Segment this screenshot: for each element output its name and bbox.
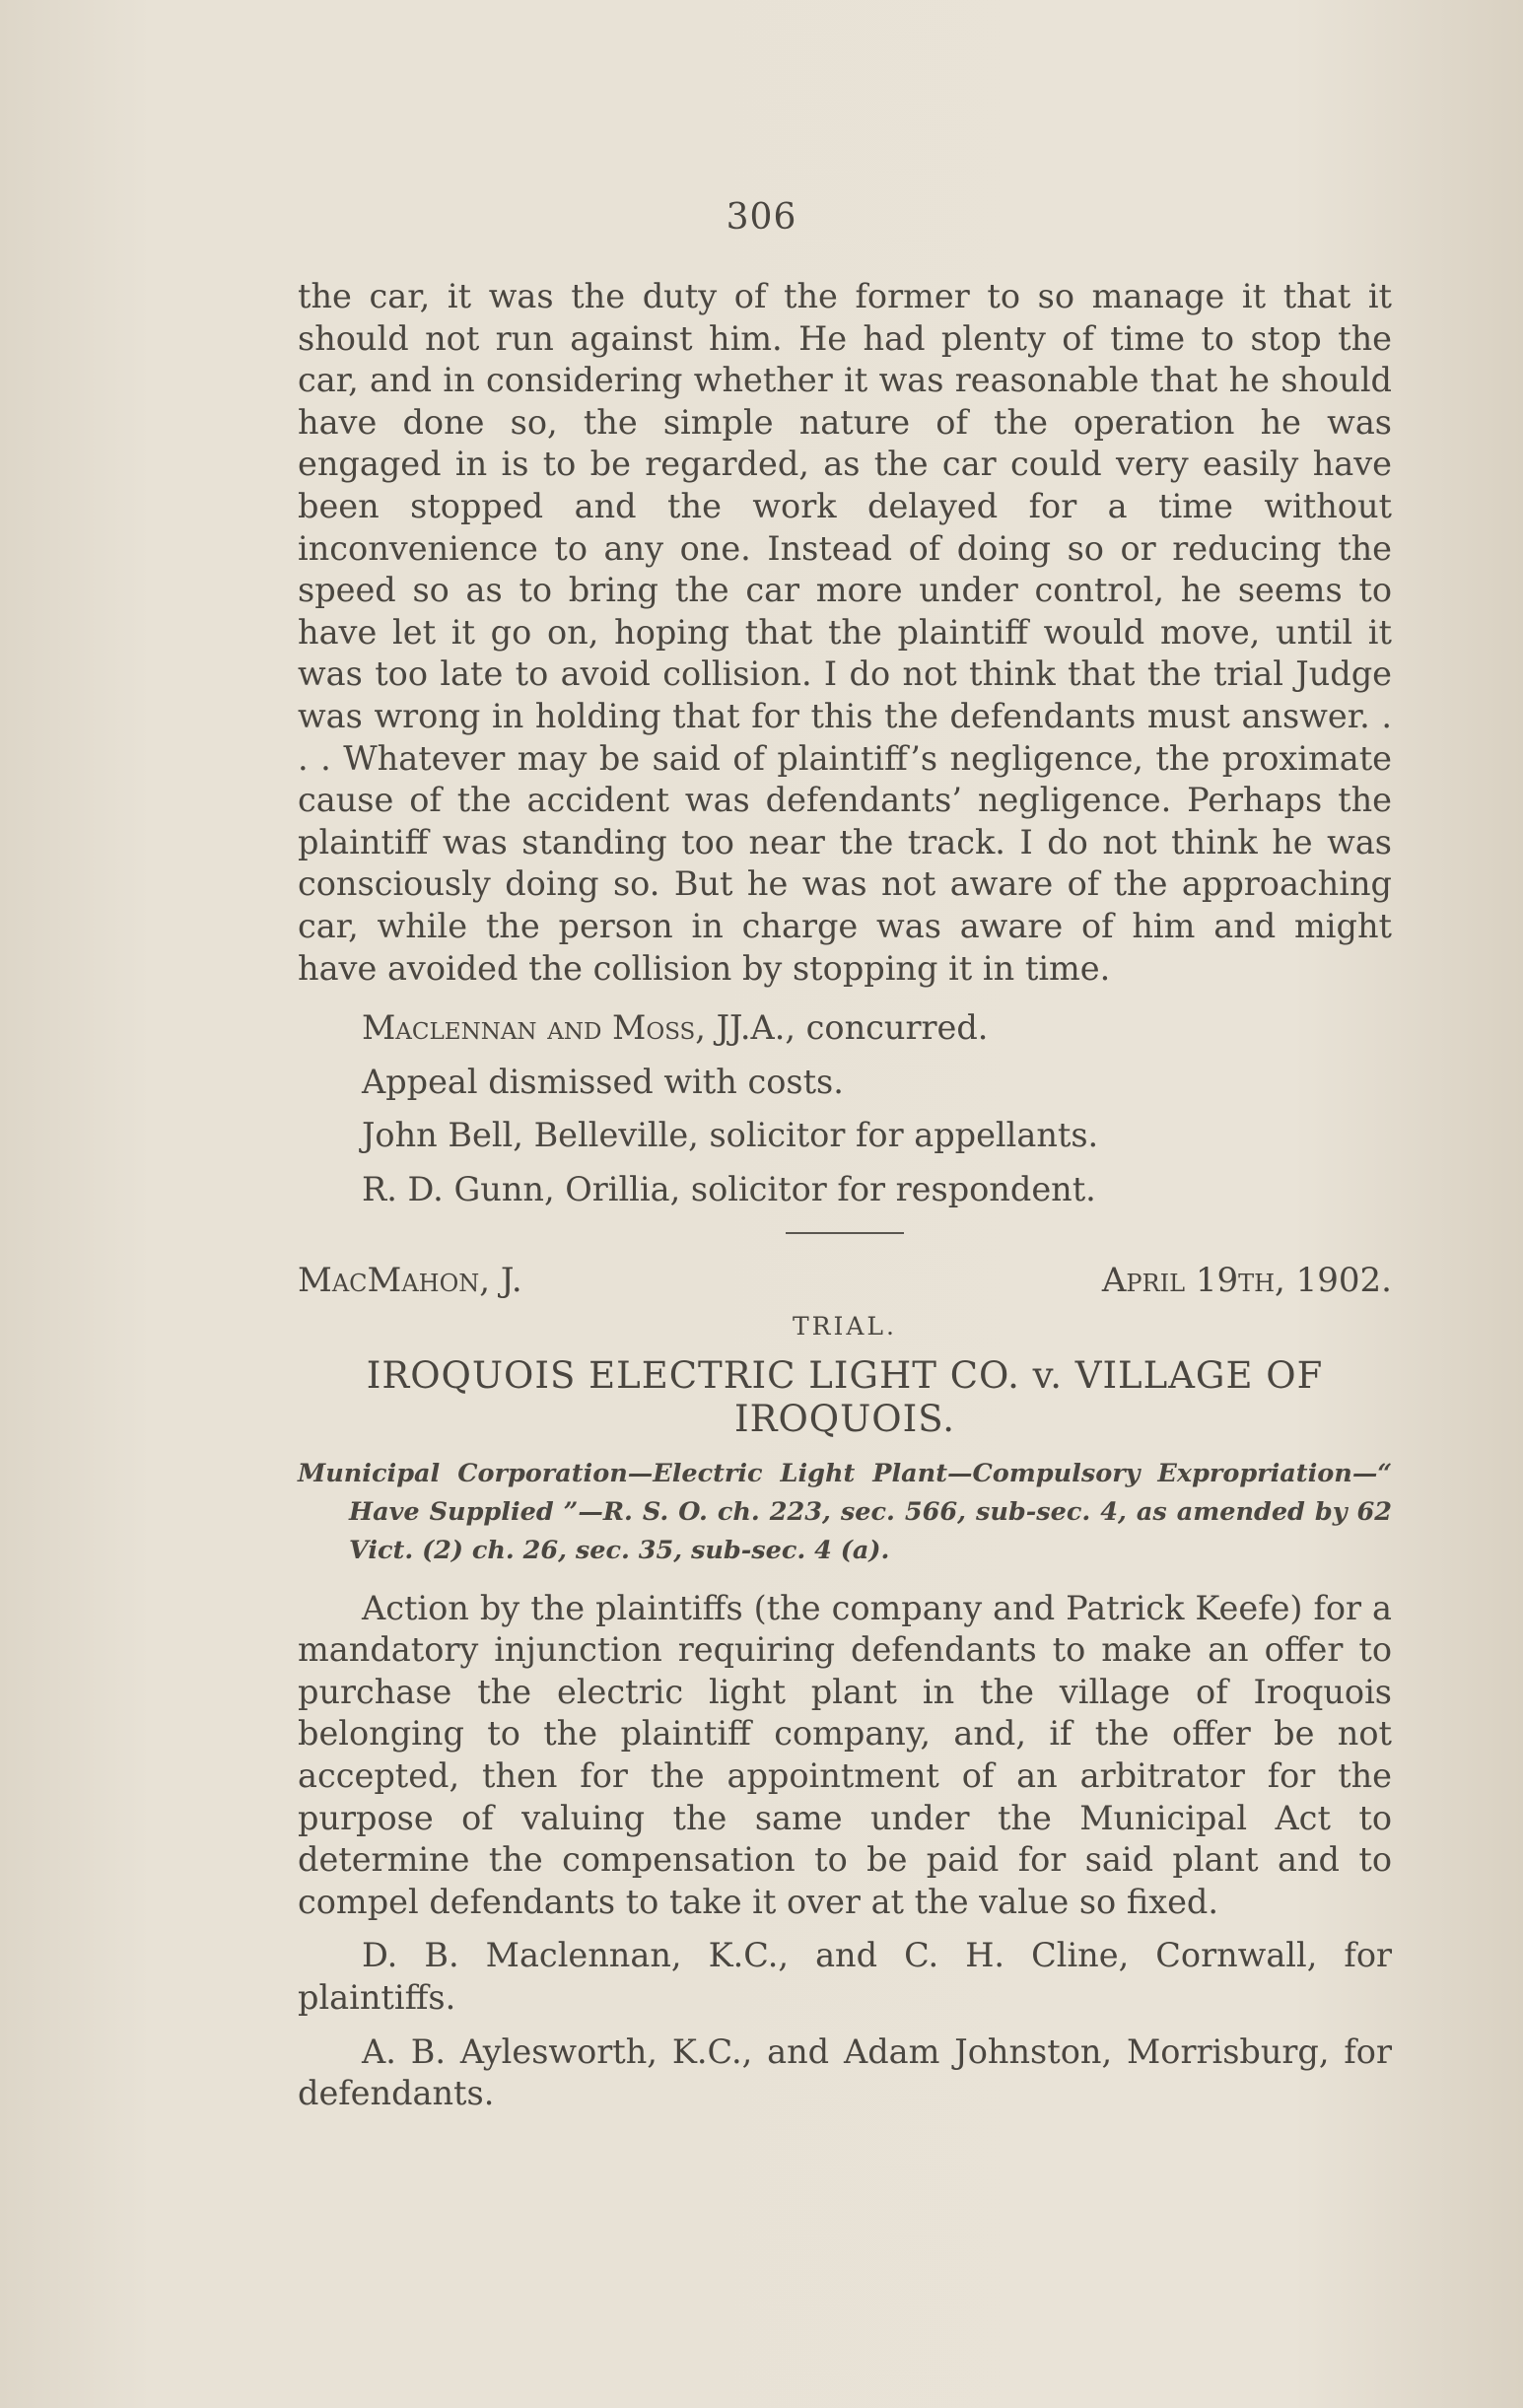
action-paragraph: Action by the plaintiffs (the company and Patrick Keefe) for a mandatory injunction requiring defendants to make an offer to purchase the electric light plant in the village of Iroquois belonging to the plaintiff company, and, if the offer be not accepted, then for the appointment of an arbitrator for the purpose of valuing the same under the Municipal Act to determine the compensation to be paid for said plant and to compel defendants to take it over at the value so fixed. [298, 1588, 1392, 1921]
decision-date: April 19th, 1902. [1101, 1261, 1392, 1301]
concurring-judges: Maclennan and Moss, JJ.A., [362, 1008, 796, 1048]
headnote [298, 1455, 1392, 1570]
concurrence-text: concurred. [796, 1008, 989, 1048]
trial-label: TRIAL. [793, 1312, 897, 1342]
solicitor-appellants: John Bell, Belleville, solicitor for appellants. [362, 1116, 1099, 1155]
solicitor-respondent: R. D. Gunn, Orillia, solicitor for respondent. [362, 1169, 1096, 1208]
section-divider [786, 1232, 904, 1234]
case-header [298, 1260, 1392, 1302]
page-body [298, 276, 1392, 2115]
page-number: 306 [726, 197, 797, 238]
counsel-plaintiffs: D. B. Maclennan, K.C., and C. H. Cline, Cornwall, for plaintiffs. [298, 1936, 1392, 2017]
judge-name: MacMahon, J. [298, 1261, 522, 1301]
disposition-line: Appeal dismissed with costs. [362, 1062, 844, 1101]
opinion-paragraph: the car, it was the duty of the former to so manage it that it should not run against him. He had plenty of time to stop the car, and in considering whether it was reasonable that he should have done so, the simple nature of the operation he was engaged in is to be regarded, as the car could very easily have been stopped and the work delayed for a time without inconvenience to any one. Instead of doing so or reducing the speed so as to bring the car more under control, he seems to have let it go on, hoping that the plaintiff would move, until it was too late to avoid collision. I do not think that the trial Judge was wrong in holding that for this the defendants must answer. . . . Whatever may be said of plaintiff’s negligence, the proximate cause of the accident was defendants’ negligence. Perhaps the plaintiff was standing too near the track. I do not think he was consciously doing so. But he was not aware of the approaching car, while the person in charge was aware of him and might have avoided the collision by stopping it in time. [298, 277, 1392, 988]
concurrence-line [298, 1007, 1392, 1050]
case-title: IROQUOIS ELECTRIC LIGHT CO. v. VILLAGE OF IROQUOIS. [366, 1353, 1324, 1440]
counsel-defendants: A. B. Aylesworth, K.C., and Adam Johnston, Morrisburg, for defendants. [298, 2031, 1392, 2113]
headnote-text: Municipal Corporation—Electric Light Plant—Compulsory Expropriation—“ Have Supplied ”—R. S. O. ch. 223, sec. 566, sub-sec. 4, as amended by 62 Vict. (2) ch. 26, sec. 35, sub-sec. 4 (a). [298, 1458, 1392, 1565]
